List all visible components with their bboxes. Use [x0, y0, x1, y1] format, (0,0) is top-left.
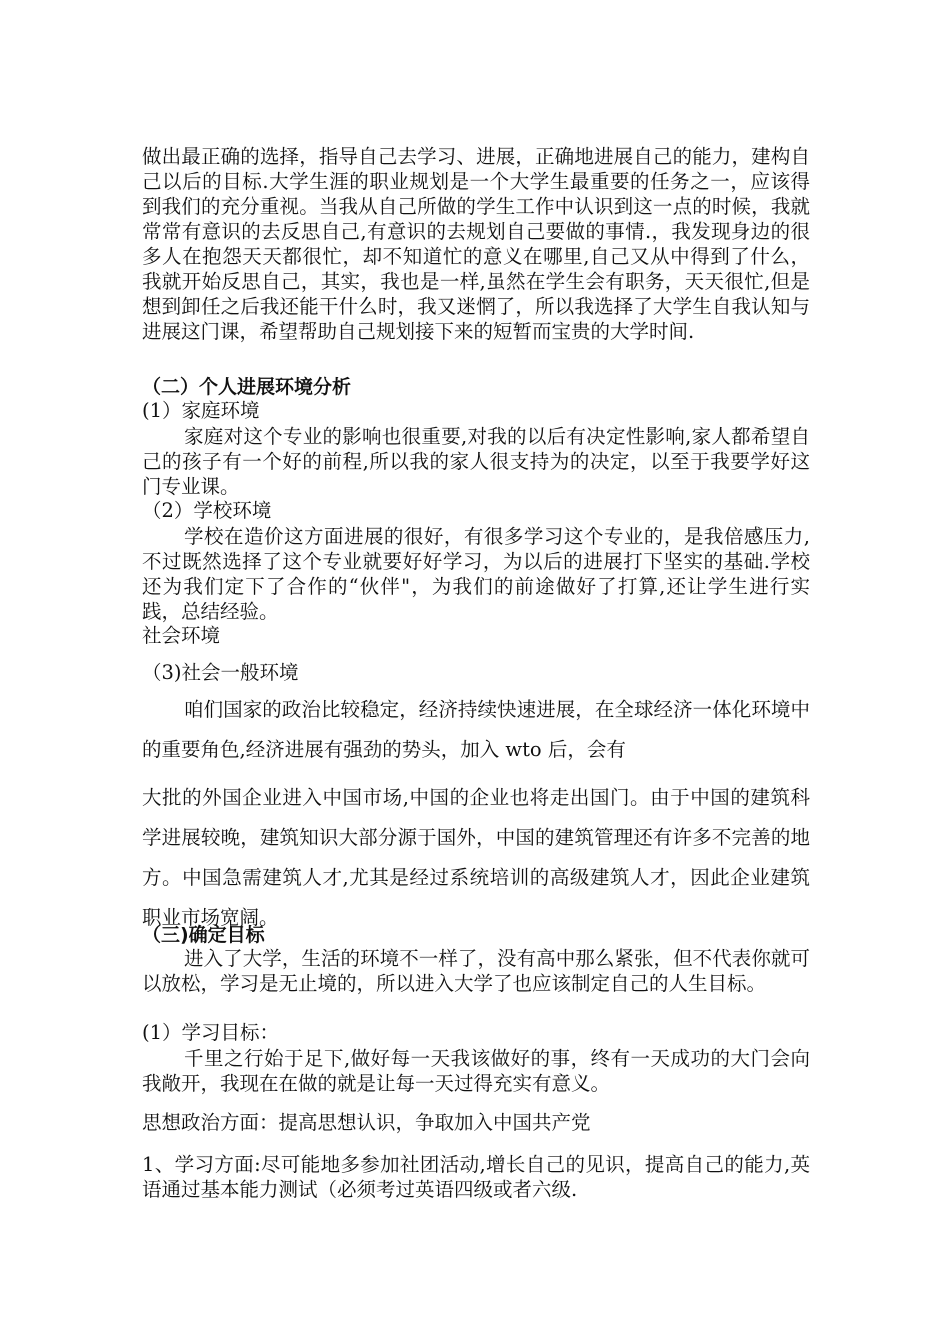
- study-goals-paragraph: 千里之行始于足下,做好每一天我该做好的事，终有一天成功的大门会向我敞开，我现在在做的就是让每一天过得充实有意义。: [142, 1047, 810, 1095]
- learning-paragraph: 1、学习方面:尽可能地多参加社团活动,增长自己的见识，提高自己的能力,英语通过基本能力测试（必须考过英语四级或者六级.: [142, 1153, 810, 1201]
- social-paragraph-part2: 大批的外国企业进入中国市场,中国的企业也将走出国门。由于中国的建筑科学进展较晚，建筑知识大部分源于国外，中国的建筑管理还有许多不完善的地方。中国急需建筑人才,尤其是经过系统培训的高级建筑人才，因此企业建筑职业市场宽阔。: [142, 786, 810, 929]
- politics-paragraph: 思想政治方面：提高思想认识，争取加入中国共产党: [142, 1111, 591, 1134]
- subheading-social: （3)社会一般环境: [142, 661, 299, 684]
- subheading-study-goals: (1）学习目标：: [142, 1021, 280, 1044]
- label-social: 社会环境: [142, 624, 221, 647]
- section-heading-goals: （三)确定目标: [142, 924, 265, 946]
- subheading-family: (1）家庭环境: [142, 399, 260, 422]
- social-paragraph-part1: 咱们国家的政治比较稳定，经济持续快速进展，在全球经济一体化环境中的重要角色,经济进展有强劲的势头，加入 wto 后，会有: [142, 698, 810, 761]
- subheading-school: （2）学校环境: [142, 499, 272, 522]
- school-paragraph: 学校在造价这方面进展的很好，有很多学习这个专业的，是我倍感压力,不过既然选择了这个专业就要好好学习，为以后的进展打下坚实的基础.学校还为我们定下了合作的“伙伴"，为我们的前途做好了打算,还让学生进行实践，总结经验。: [142, 525, 810, 623]
- family-paragraph: 家庭对这个专业的影响也很重要,对我的以后有决定性影响,家人都希望自己的孩子有一个好的前程,所以我的家人很支持为的决定，以至于我要学好这门专业课。: [142, 425, 810, 498]
- goals-paragraph: 进入了大学，生活的环境不一样了，没有高中那么紧张，但不代表你就可以放松，学习是无止境的，所以进入大学了也应该制定自己的人生目标。: [142, 947, 810, 995]
- intro-paragraph: 做出最正确的选择，指导自己去学习、进展，正确地进展自己的能力，建构自己以后的目标.大学生涯的职业规划是一个大学生最重要的任务之一，应该得到我们的充分重视。当我从自己所做的学生工作中认识到这一点的时候，我就常常有意识的去反思自己,有意识的去规划自己要做的事情.，我发现身边的很多人在抱怨天天都很忙，却不知道忙的意义在哪里,自己又从中得到了什么，我就开始反思自己，其实，我也是一样,虽然在学生会有职务，天天很忙,但是想到卸任之后我还能干什么时，我又迷惘了，所以我选择了大学生自我认知与进展这门课，希望帮助自己规划接下来的短暂而宝贵的大学时间.: [142, 145, 810, 343]
- section-heading-environment: （二）个人进展环境分析: [142, 376, 352, 398]
